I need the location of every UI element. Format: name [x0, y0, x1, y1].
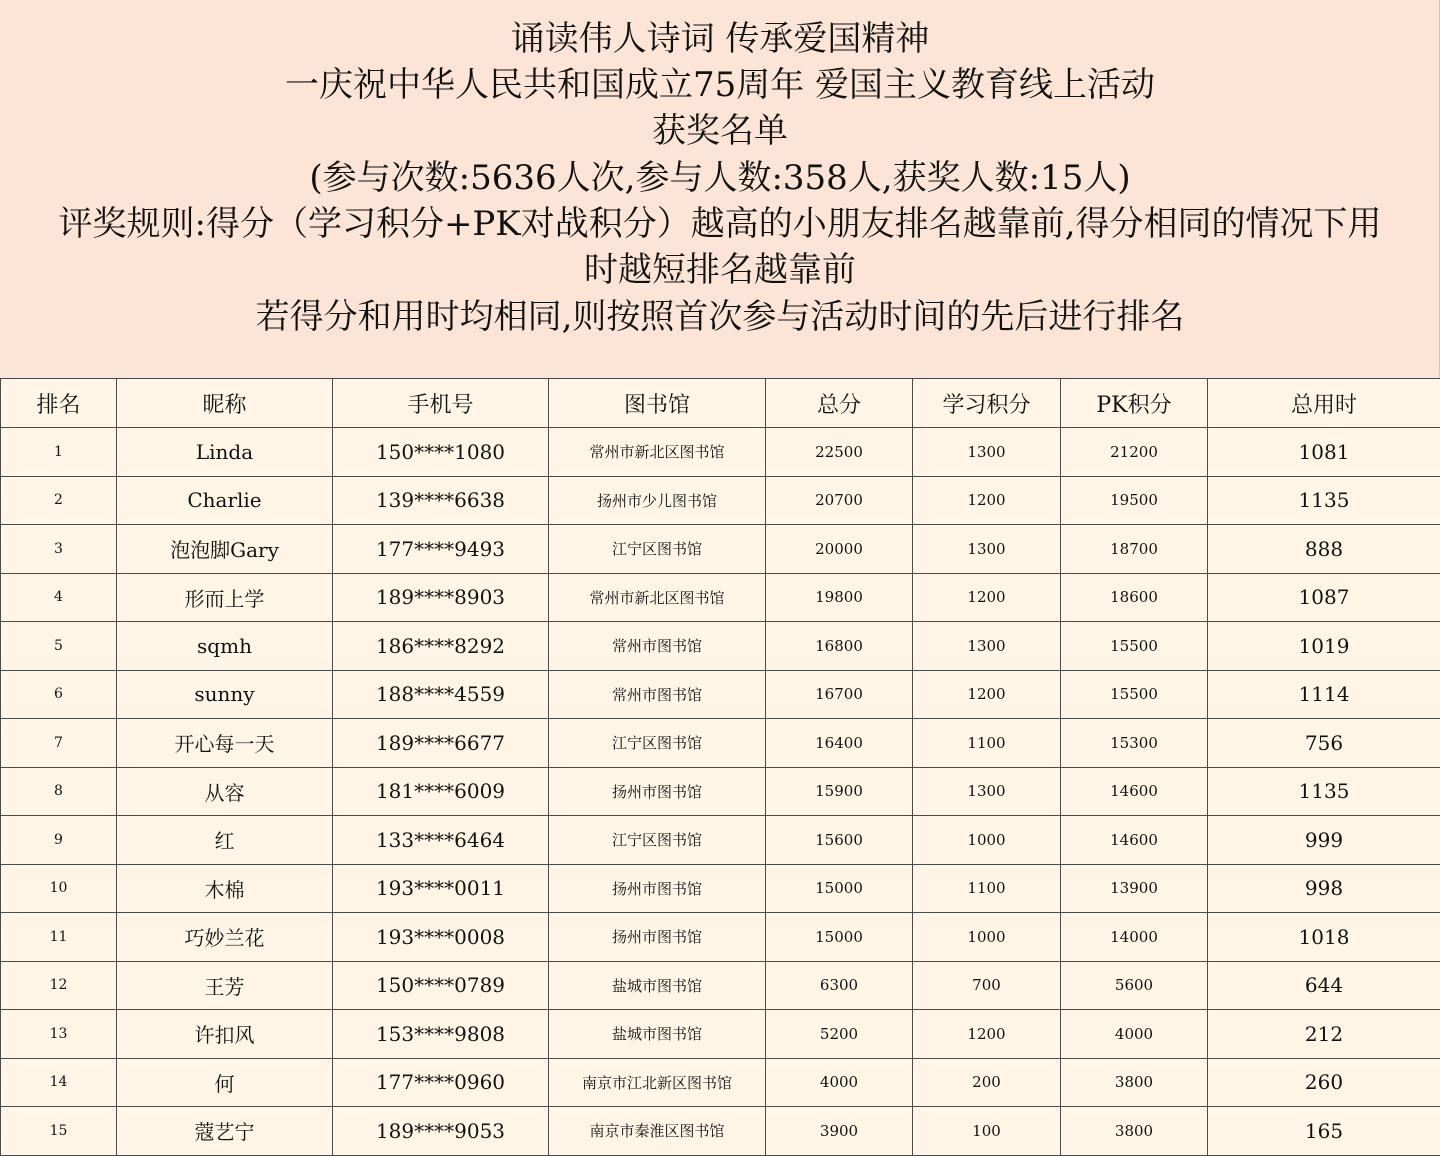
- cell-study-points: 1300: [913, 525, 1061, 574]
- cell-phone: 193****0011: [333, 864, 549, 913]
- cell-total-score: 3900: [766, 1107, 913, 1156]
- cell-nickname: 泡泡脚Gary: [117, 525, 333, 574]
- column-header-study-points: 学习积分: [913, 379, 1061, 428]
- column-header-rank: 排名: [1, 379, 117, 428]
- cell-total-score: 15000: [766, 913, 913, 962]
- cell-study-points: 1200: [913, 670, 1061, 719]
- table-row: [1, 719, 1440, 768]
- cell-nickname: 何: [117, 1058, 333, 1107]
- rules-line-3: 若得分和用时均相同,则按照首次参与活动时间的先后进行排名: [0, 294, 1440, 340]
- cell-pk-points: 14000: [1061, 913, 1208, 962]
- cell-library: 常州市图书馆: [549, 670, 766, 719]
- cell-total-score: 20000: [766, 525, 913, 574]
- cell-phone: 189****8903: [333, 573, 549, 622]
- cell-library: 南京市秦淮区图书馆: [549, 1107, 766, 1156]
- cell-total-score: 4000: [766, 1058, 913, 1107]
- cell-phone: 139****6638: [333, 476, 549, 525]
- cell-pk-points: 15500: [1061, 622, 1208, 671]
- cell-total-time: 999: [1208, 816, 1440, 865]
- cell-rank: 2: [1, 476, 117, 525]
- cell-study-points: 1200: [913, 1010, 1061, 1059]
- cell-phone: 177****9493: [333, 525, 549, 574]
- cell-phone: 150****1080: [333, 428, 549, 477]
- table-row: [1, 476, 1440, 525]
- cell-study-points: 1200: [913, 573, 1061, 622]
- cell-nickname: 王芳: [117, 961, 333, 1010]
- cell-library: 江宁区图书馆: [549, 816, 766, 865]
- table-row: [1, 670, 1440, 719]
- cell-phone: 189****9053: [333, 1107, 549, 1156]
- cell-nickname: 从容: [117, 767, 333, 816]
- cell-rank: 11: [1, 913, 117, 962]
- cell-pk-points: 5600: [1061, 961, 1208, 1010]
- participation-stats: (参与次数:5636人次,参与人数:358人,获奖人数:15人): [0, 155, 1440, 201]
- cell-pk-points: 14600: [1061, 767, 1208, 816]
- cell-pk-points: 3800: [1061, 1058, 1208, 1107]
- cell-study-points: 200: [913, 1058, 1061, 1107]
- cell-total-score: 6300: [766, 961, 913, 1010]
- table-row: [1, 1010, 1440, 1059]
- cell-pk-points: 15500: [1061, 670, 1208, 719]
- cell-library: 扬州市少儿图书馆: [549, 476, 766, 525]
- cell-pk-points: 4000: [1061, 1010, 1208, 1059]
- cell-library: 常州市新北区图书馆: [549, 428, 766, 477]
- cell-total-score: 16700: [766, 670, 913, 719]
- cell-library: 南京市江北新区图书馆: [549, 1058, 766, 1107]
- cell-total-time: 644: [1208, 961, 1440, 1010]
- cell-total-time: 998: [1208, 864, 1440, 913]
- cell-total-time: 1087: [1208, 573, 1440, 622]
- cell-library: 盐城市图书馆: [549, 1010, 766, 1059]
- table-row: [1, 525, 1440, 574]
- cell-pk-points: 18700: [1061, 525, 1208, 574]
- cell-rank: 14: [1, 1058, 117, 1107]
- cell-phone: 150****0789: [333, 961, 549, 1010]
- cell-pk-points: 3800: [1061, 1107, 1208, 1156]
- cell-nickname: 蔻艺宁: [117, 1107, 333, 1156]
- header-banner: [0, 0, 1440, 378]
- cell-rank: 13: [1, 1010, 117, 1059]
- table-row: [1, 816, 1440, 865]
- cell-study-points: 1300: [913, 767, 1061, 816]
- column-header-total-score: 总分: [766, 379, 913, 428]
- cell-nickname: 许扣风: [117, 1010, 333, 1059]
- cell-total-score: 15900: [766, 767, 913, 816]
- cell-total-score: 15600: [766, 816, 913, 865]
- cell-library: 常州市图书馆: [549, 622, 766, 671]
- cell-total-score: 19800: [766, 573, 913, 622]
- table-row: [1, 767, 1440, 816]
- cell-study-points: 1100: [913, 719, 1061, 768]
- cell-rank: 12: [1, 961, 117, 1010]
- cell-phone: 177****0960: [333, 1058, 549, 1107]
- table-row: [1, 961, 1440, 1010]
- table-row: [1, 1107, 1440, 1156]
- cell-phone: 133****6464: [333, 816, 549, 865]
- column-header-pk-points: PK积分: [1061, 379, 1208, 428]
- cell-pk-points: 15300: [1061, 719, 1208, 768]
- cell-total-time: 1135: [1208, 767, 1440, 816]
- cell-total-time: 1114: [1208, 670, 1440, 719]
- cell-phone: 186****8292: [333, 622, 549, 671]
- cell-library: 扬州市图书馆: [549, 913, 766, 962]
- cell-rank: 15: [1, 1107, 117, 1156]
- cell-library: 扬州市图书馆: [549, 864, 766, 913]
- subtitle-line: 一庆祝中华人民共和国成立75周年 爱国主义教育线上活动: [0, 62, 1440, 108]
- cell-nickname: Linda: [117, 428, 333, 477]
- cell-pk-points: 19500: [1061, 476, 1208, 525]
- cell-study-points: 1200: [913, 476, 1061, 525]
- cell-nickname: Charlie: [117, 476, 333, 525]
- cell-nickname: sunny: [117, 670, 333, 719]
- cell-nickname: 木棉: [117, 864, 333, 913]
- cell-phone: 189****6677: [333, 719, 549, 768]
- cell-phone: 181****6009: [333, 767, 549, 816]
- table-row: [1, 573, 1440, 622]
- cell-total-score: 5200: [766, 1010, 913, 1059]
- cell-total-time: 756: [1208, 719, 1440, 768]
- cell-pk-points: 21200: [1061, 428, 1208, 477]
- column-header-library: 图书馆: [549, 379, 766, 428]
- winners-table-container: [0, 378, 1440, 1155]
- cell-rank: 6: [1, 670, 117, 719]
- cell-total-time: 260: [1208, 1058, 1440, 1107]
- cell-phone: 193****0008: [333, 913, 549, 962]
- cell-rank: 4: [1, 573, 117, 622]
- column-header-phone: 手机号: [333, 379, 549, 428]
- cell-total-score: 16800: [766, 622, 913, 671]
- table-row: [1, 913, 1440, 962]
- cell-total-time: 888: [1208, 525, 1440, 574]
- cell-total-time: 1081: [1208, 428, 1440, 477]
- cell-total-time: 1019: [1208, 622, 1440, 671]
- cell-pk-points: 18600: [1061, 573, 1208, 622]
- cell-total-time: 1135: [1208, 476, 1440, 525]
- cell-total-score: 20700: [766, 476, 913, 525]
- cell-nickname: 红: [117, 816, 333, 865]
- cell-rank: 9: [1, 816, 117, 865]
- cell-study-points: 1000: [913, 816, 1061, 865]
- cell-nickname: 开心每一天: [117, 719, 333, 768]
- cell-study-points: 1100: [913, 864, 1061, 913]
- cell-library: 盐城市图书馆: [549, 961, 766, 1010]
- table-row: [1, 1058, 1440, 1107]
- cell-pk-points: 14600: [1061, 816, 1208, 865]
- cell-study-points: 1300: [913, 622, 1061, 671]
- table-row: [1, 622, 1440, 671]
- cell-nickname: 形而上学: [117, 573, 333, 622]
- table-row: [1, 428, 1440, 477]
- column-header-total-time: 总用时: [1208, 379, 1440, 428]
- column-header-nickname: 昵称: [117, 379, 333, 428]
- cell-total-score: 16400: [766, 719, 913, 768]
- cell-total-time: 165: [1208, 1107, 1440, 1156]
- cell-library: 江宁区图书馆: [549, 525, 766, 574]
- cell-library: 常州市新北区图书馆: [549, 573, 766, 622]
- rules-line-2: 时越短排名越靠前: [0, 247, 1440, 293]
- cell-pk-points: 13900: [1061, 864, 1208, 913]
- winners-table: [0, 378, 1440, 1156]
- cell-nickname: 巧妙兰花: [117, 913, 333, 962]
- cell-total-time: 1018: [1208, 913, 1440, 962]
- cell-study-points: 1000: [913, 913, 1061, 962]
- winner-list-heading: 获奖名单: [0, 108, 1440, 154]
- table-header-row: [1, 379, 1440, 428]
- cell-rank: 10: [1, 864, 117, 913]
- cell-rank: 3: [1, 525, 117, 574]
- cell-total-score: 15000: [766, 864, 913, 913]
- table-row: [1, 864, 1440, 913]
- cell-total-score: 22500: [766, 428, 913, 477]
- table-body: [1, 428, 1440, 1156]
- cell-study-points: 700: [913, 961, 1061, 1010]
- cell-library: 江宁区图书馆: [549, 719, 766, 768]
- cell-rank: 8: [1, 767, 117, 816]
- cell-rank: 1: [1, 428, 117, 477]
- cell-total-time: 212: [1208, 1010, 1440, 1059]
- cell-nickname: sqmh: [117, 622, 333, 671]
- title-line: 诵读伟人诗词 传承爱国精神: [0, 16, 1440, 62]
- cell-phone: 188****4559: [333, 670, 549, 719]
- rules-line-1: 评奖规则:得分（学习积分+PK对战积分）越高的小朋友排名越靠前,得分相同的情况下用: [0, 201, 1440, 247]
- cell-study-points: 100: [913, 1107, 1061, 1156]
- cell-rank: 7: [1, 719, 117, 768]
- cell-rank: 5: [1, 622, 117, 671]
- cell-study-points: 1300: [913, 428, 1061, 477]
- cell-library: 扬州市图书馆: [549, 767, 766, 816]
- cell-phone: 153****9808: [333, 1010, 549, 1059]
